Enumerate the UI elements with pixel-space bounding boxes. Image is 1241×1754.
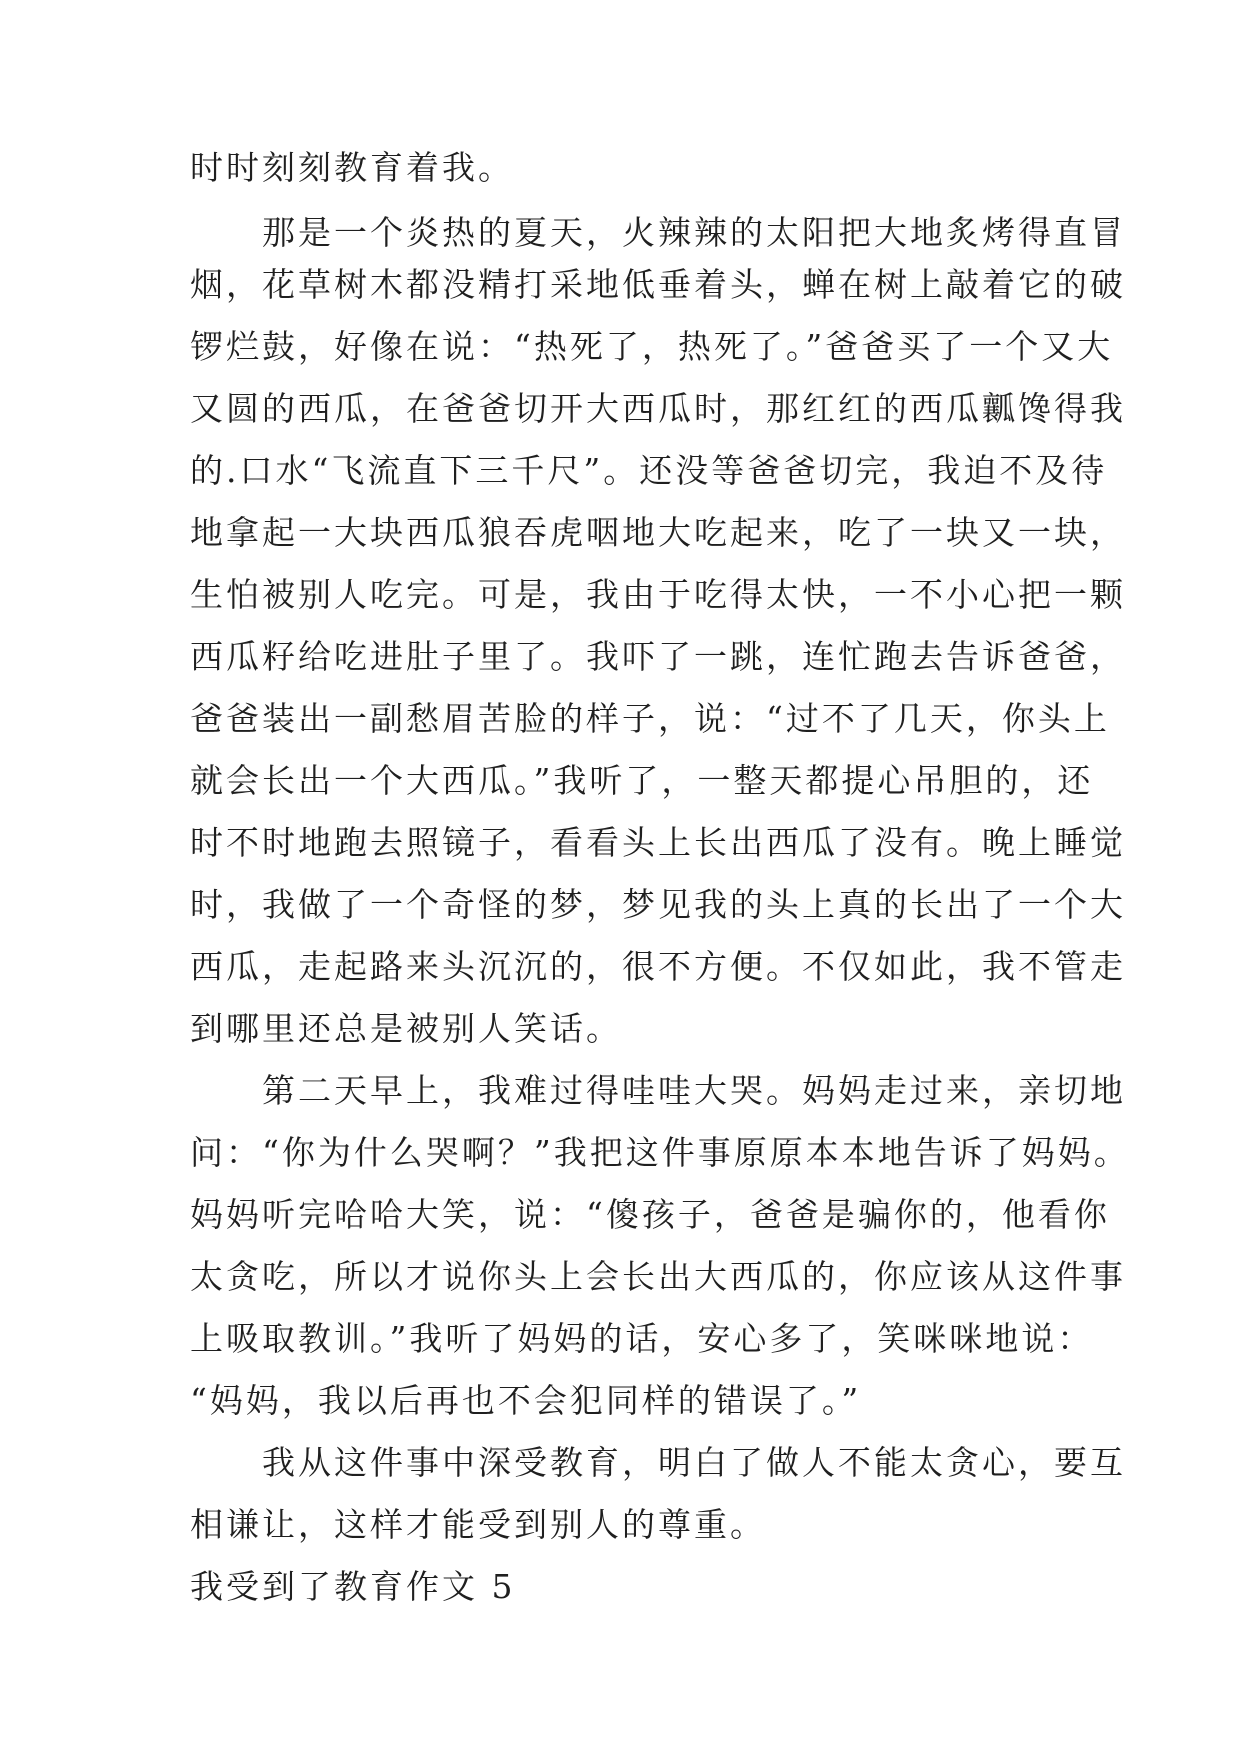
paragraph-start-line: 我从这件事中深受教育，明白了做人不能太贪心，要互 xyxy=(190,1443,1126,1482)
text-line: 烟，花草树木都没精打采地低垂着头，蝉在树上敲着它的破 xyxy=(190,265,1126,304)
text-line: 相谦让，这样才能受到别人的尊重。 xyxy=(190,1505,766,1544)
text-line: 爸爸装出一副愁眉苦脸的样子，说：“过不了几天，你头上 xyxy=(190,699,1110,738)
text-line: 时时刻刻教育着我。 xyxy=(190,148,514,187)
text-line: 的.口水“飞流直下三千尺”。还没等爸爸切完，我迫不及待 xyxy=(190,451,1108,490)
text-line: 西瓜，走起路来头沉沉的，很不方便。不仅如此，我不管走 xyxy=(190,947,1126,986)
paragraph-start-line: 第二天早上，我难过得哇哇大哭。妈妈走过来，亲切地 xyxy=(190,1071,1126,1110)
text-line: “妈妈，我以后再也不会犯同样的错误了。” xyxy=(190,1381,862,1420)
text-line: 上吸取教训。”我听了妈妈的话，安心多了，笑咪咪地说： xyxy=(190,1319,1094,1358)
text-line: 地拿起一大块西瓜狼吞虎咽地大吃起来，吃了一块又一块， xyxy=(190,513,1126,552)
text-line: 时，我做了一个奇怪的梦，梦见我的头上真的长出了一个大 xyxy=(190,885,1126,924)
text-line: 时不时地跑去照镜子，看看头上长出西瓜了没有。晚上睡觉 xyxy=(190,823,1126,862)
text-line: 生怕被别人吃完。可是，我由于吃得太快，一不小心把一颗 xyxy=(190,575,1126,614)
text-line: 西瓜籽给吃进肚子里了。我吓了一跳，连忙跑去告诉爸爸， xyxy=(190,637,1126,676)
paragraph-start-line: 那是一个炎热的夏天，火辣辣的太阳把大地炙烤得直冒 xyxy=(190,213,1126,252)
text-line: 就会长出一个大西瓜。”我听了，一整天都提心吊胆的，还 xyxy=(190,761,1094,800)
text-line: 问：“你为什么哭啊？”我把这件事原原本本地告诉了妈妈。 xyxy=(190,1133,1130,1172)
text-line: 妈妈听完哈哈大笑，说：“傻孩子，爸爸是骗你的，他看你 xyxy=(190,1195,1110,1234)
essay-heading: 我受到了教育作文 5 xyxy=(190,1567,516,1606)
text-line: 太贪吃，所以才说你头上会长出大西瓜的，你应该从这件事 xyxy=(190,1257,1126,1296)
text-line: 到哪里还总是被别人笑话。 xyxy=(190,1009,622,1048)
text-line: 锣烂鼓，好像在说：“热死了，热死了。”爸爸买了一个又大 xyxy=(190,327,1114,366)
text-line: 又圆的西瓜，在爸爸切开大西瓜时，那红红的西瓜瓤馋得我 xyxy=(190,389,1126,428)
